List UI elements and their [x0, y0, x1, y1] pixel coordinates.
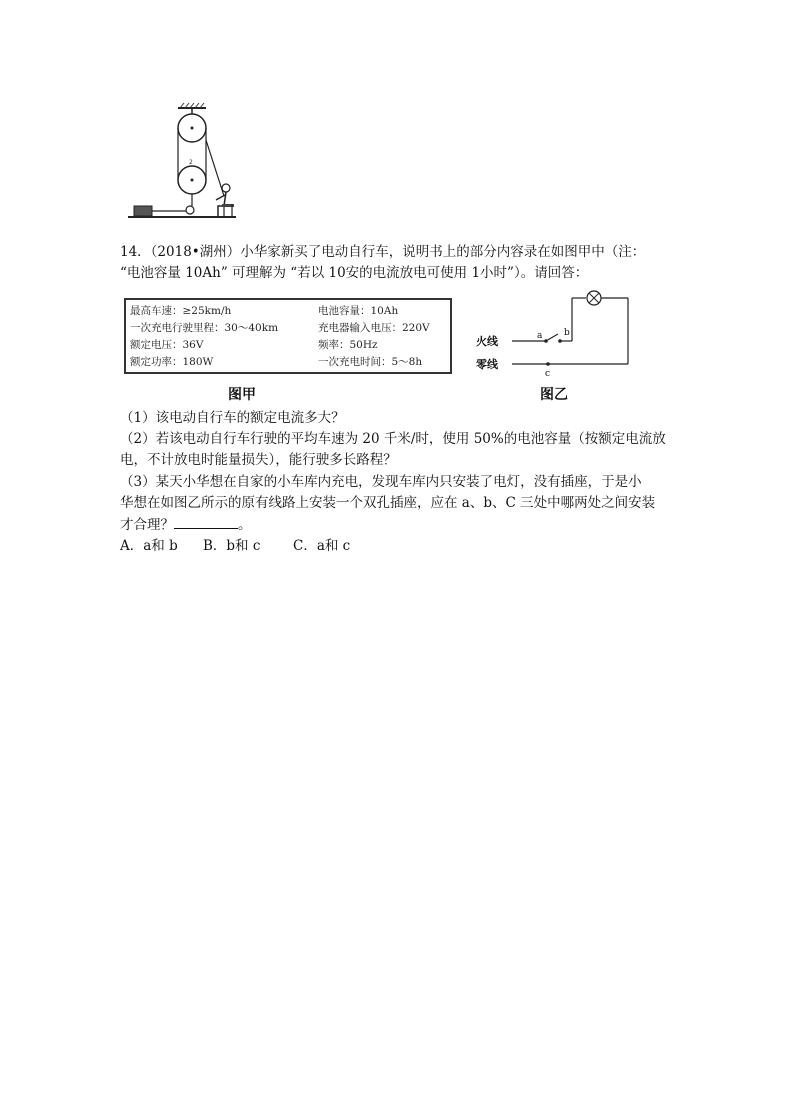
spec-cell: 额定电压：36V [130, 339, 204, 351]
answer-blank[interactable] [174, 514, 238, 529]
subquestion-3-suffix: 。 [238, 517, 252, 533]
spec-table [124, 298, 452, 374]
spec-cell: 频率：50Hz [318, 339, 378, 351]
point-a-label: a [537, 331, 543, 341]
circuit-figure [468, 290, 638, 380]
neutral-wire-label: 零线 [476, 358, 498, 371]
question-line-2: “电池容量 10Ah” 可理解为 “若以 10安的电流放电可使用 1小时”）。请回答： [120, 265, 589, 281]
option-a[interactable]: A．a和 b [120, 538, 178, 554]
spec-cell: 充电器输入电压：220V [318, 322, 430, 334]
subquestion-3-prefix: 才合理？ [120, 517, 174, 533]
pulley-system-figure [128, 100, 238, 225]
spec-cell: 电池容量：10Ah [318, 305, 399, 317]
spec-cell: 一次充电时间：5～8h [318, 356, 423, 368]
subquestion-2-line-1: （2）若该电动自行车行驶的平均车速为 20 千米/时，使用 50%的电池容量（按额定电流放 [120, 431, 666, 447]
subquestion-3-line-1: （3）某天小华想在自家的小车库内充电，发现车库内只安装了电灯，没有插座，于是小 [120, 474, 642, 490]
caption-fig-b: 图乙 [540, 387, 568, 403]
subquestion-3-line-2: 华想在如图乙所示的原有线路上安装一个双孔插座，应在 a、b、C 三处中哪两处之间安装 [120, 495, 656, 511]
spec-cell: 一次充电行驶里程：30～40km [130, 322, 279, 334]
svg-text:2: 2 [189, 159, 193, 166]
spec-cell: 最高车速：≥25km/h [130, 305, 232, 317]
point-b-label: b [564, 328, 570, 338]
spec-cell: 额定功率：180W [130, 356, 214, 368]
subquestion-2-line-2: 电，不计放电时能量损失），能行驶多长路程？ [120, 452, 397, 468]
option-b[interactable]: B．b和 c [203, 538, 261, 554]
subquestion-1: （1）该电动自行车的额定电流多大？ [120, 410, 345, 426]
caption-fig-a: 图甲 [228, 387, 256, 403]
question-line-1: 14．（2018•湖州）小华家新买了电动自行车，说明书上的部分内容录在如图甲中（注： [120, 244, 646, 260]
live-wire-label: 火线 [476, 335, 498, 348]
subquestion-3-line-3 [120, 514, 252, 535]
option-c[interactable]: C．a和 c [293, 538, 351, 554]
point-c-label: c [545, 369, 551, 379]
